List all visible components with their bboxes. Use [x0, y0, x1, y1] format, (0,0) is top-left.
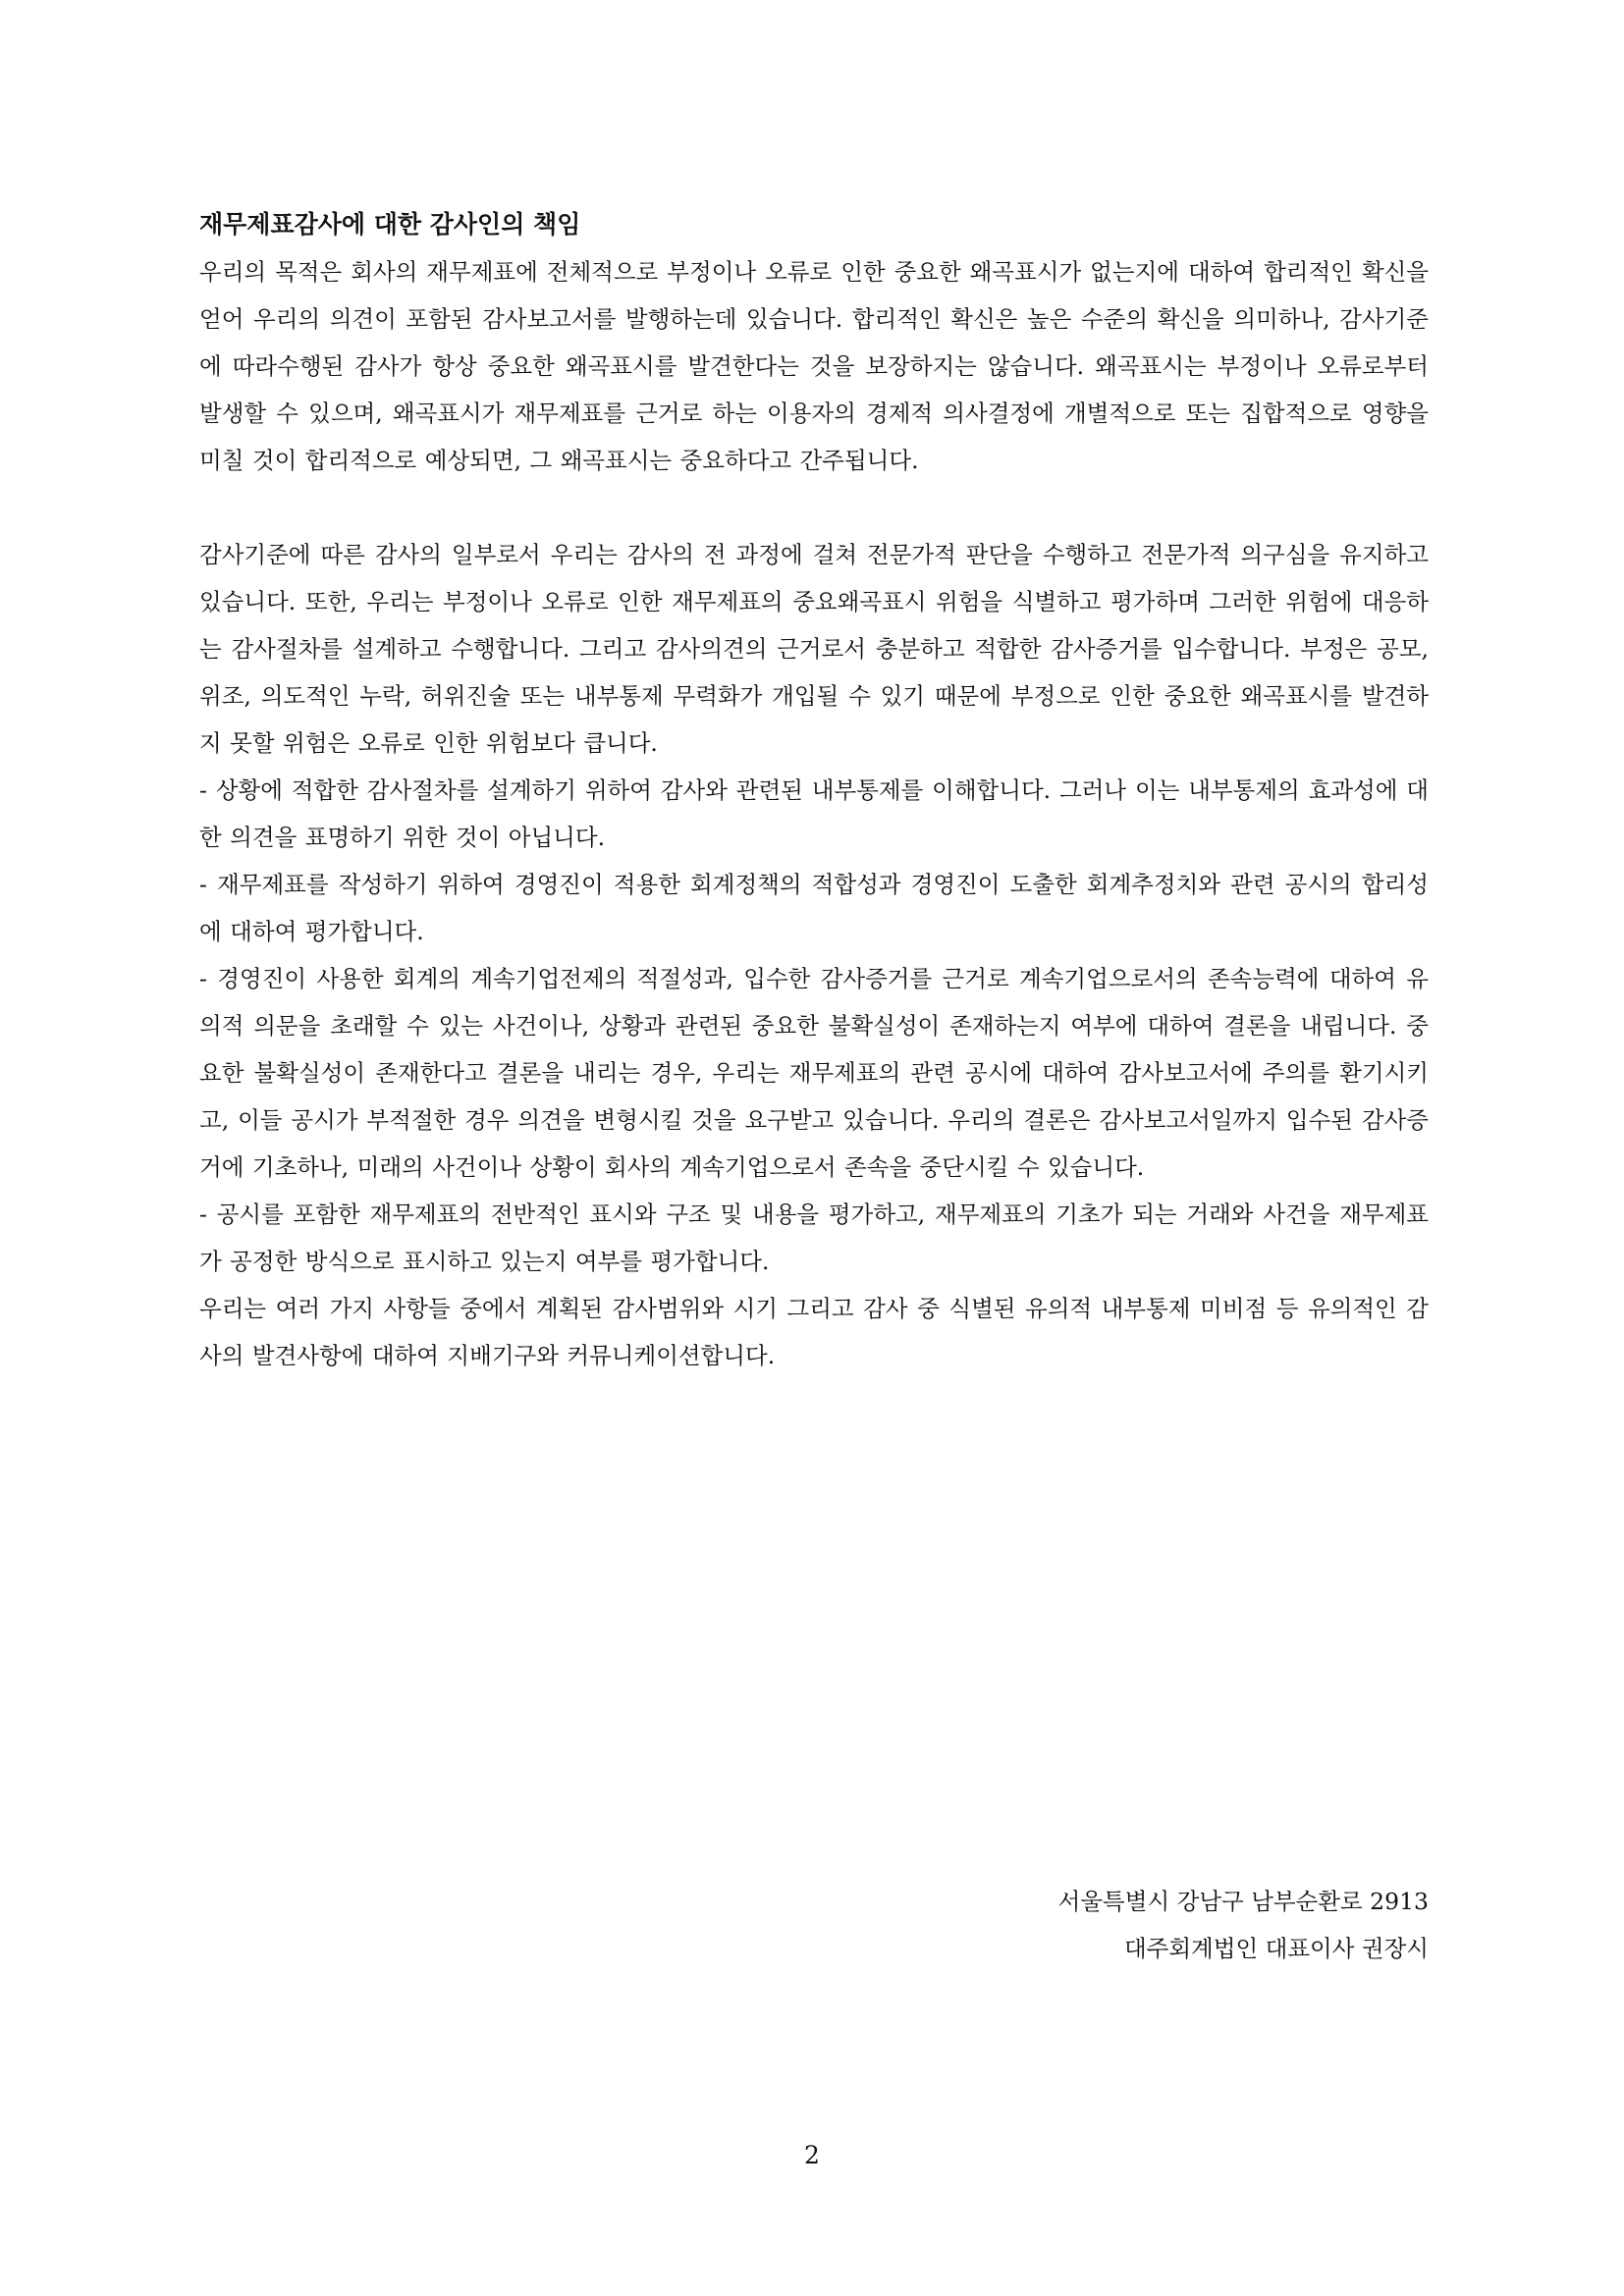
- firm-address: 서울특별시 강남구 남부순환로 2913: [1057, 1888, 1429, 1915]
- paragraph-spacer: [199, 484, 1429, 531]
- signature-block: [1058, 1878, 1429, 1972]
- section-title: 재무제표감사에 대한 감사인의 책임: [199, 210, 581, 239]
- paragraph-audit-objective: 우리의 목적은 회사의 재무제표에 전체적으로 부정이나 오류로 인한 중요한 왜곡표시가 없는지에 대하여 합리적인 확신을 얻어 우리의 의견이 포함된 감사보고서를 발행하는데 있습니다. 합리적인 확신은 높은 수준의 확신을 의미하나, 감사기준에 따라수행된 감사가 항상 중요한 왜곡표시를 발견한다는 것을 보장하지는 않습니다. 왜곡표시는 부정이나 오류로부터 발생할 수 있으며, 왜곡표시가 재무제표를 근거로 하는 이용자의 경제적 의사결정에 개별적으로 또는 집합적으로 영향을 미칠 것이 합리적으로 예상되면, 그 왜곡표시는 중요하다고 간주됩니다.: [199, 258, 1429, 474]
- bullet-overall-presentation: - 공시를 포함한 재무제표의 전반적인 표시와 구조 및 내용을 평가하고, 재무제표의 기초가 되는 거래와 사건을 재무제표가 공정한 방식으로 표시하고 있는지 여부를 평가합니다.: [199, 1201, 1429, 1275]
- bullet-internal-control: - 상황에 적합한 감사절차를 설계하기 위하여 감사와 관련된 내부통제를 이해합니다. 그러나 이는 내부통제의 효과성에 대한 의견을 표명하기 위한 것이 아닙니다.: [199, 776, 1429, 851]
- firm-representative: 대주회계법인 대표이사 권장시: [1123, 1935, 1429, 1962]
- bullet-going-concern: - 경영진이 사용한 회계의 계속기업전제의 적절성과, 입수한 감사증거를 근거로 계속기업으로서의 존속능력에 대하여 유의적 의문을 초래할 수 있는 사건이나, 상황과 관련된 중요한 불확실성이 존재하는지 여부에 대하여 결론을 내립니다. 중요한 불확실성이 존재한다고 결론을 내리는 경우, 우리는 재무제표의 관련 공시에 대하여 감사보고서에 주의를 환기시키고, 이들 공시가 부적절한 경우 의견을 변형시킬 것을 요구받고 있습니다. 우리의 결론은 감사보고서일까지 입수된 감사증거에 기초하나, 미래의 사건이나 상황이 회사의 계속기업으로서 존속을 중단시킬 수 있습니다.: [199, 965, 1429, 1181]
- document-body: [199, 201, 1429, 1379]
- page-number: 2: [804, 2141, 820, 2169]
- bullet-accounting-policies: - 재무제표를 작성하기 위하여 경영진이 적용한 회계정책의 적합성과 경영진이 도출한 회계추정치와 관련 공시의 합리성에 대하여 평가합니다.: [199, 871, 1429, 945]
- paragraph-professional-judgment: 감사기준에 따른 감사의 일부로서 우리는 감사의 전 과정에 걸쳐 전문가적 판단을 수행하고 전문가적 의구심을 유지하고 있습니다. 또한, 우리는 부정이나 오류로 인한 재무제표의 중요왜곡표시 위험을 식별하고 평가하며 그러한 위험에 대응하는 감사절차를 설계하고 수행합니다. 그리고 감사의견의 근거로서 충분하고 적합한 감사증거를 입수합니다. 부정은 공모, 위조, 의도적인 누락, 허위진술 또는 내부통제 무력화가 개입될 수 있기 때문에 부정으로 인한 중요한 왜곡표시를 발견하지 못할 위험은 오류로 인한 위험보다 큽니다.: [199, 541, 1429, 757]
- paragraph-governance-communication: 우리는 여러 가지 사항들 중에서 계획된 감사범위와 시기 그리고 감사 중 식별된 유의적 내부통제 미비점 등 유의적인 감사의 발견사항에 대하여 지배기구와 커뮤니케이션합니다.: [199, 1295, 1429, 1369]
